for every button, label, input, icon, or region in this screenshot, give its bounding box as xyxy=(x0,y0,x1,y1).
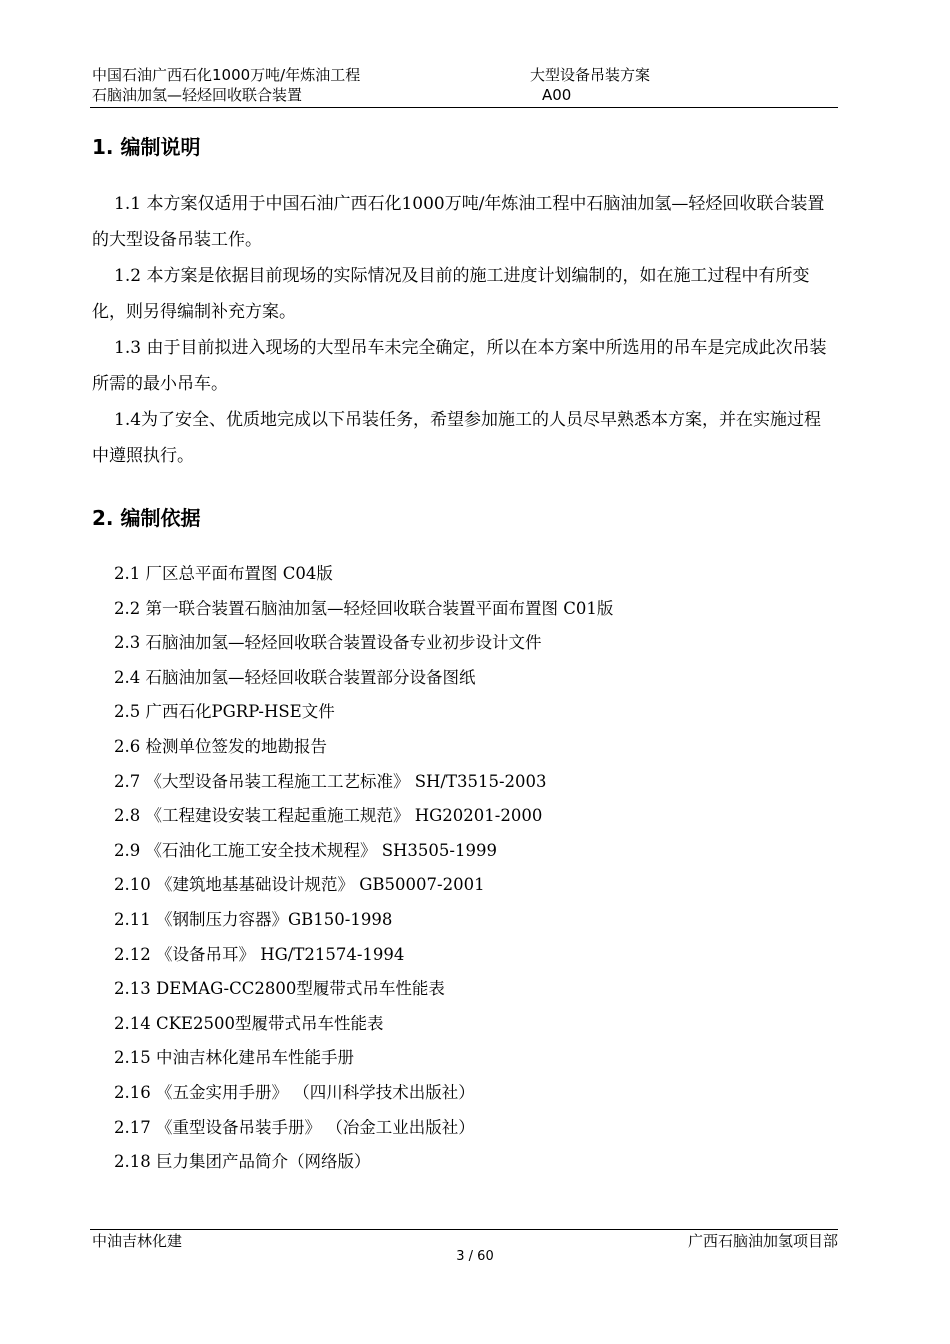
list-item: 2.14 CKE2500型履带式吊车性能表 xyxy=(114,1013,384,1033)
header-divider xyxy=(90,107,838,108)
list-item: 2.7 《大型设备吊装工程施工工艺标准》 SH/T3515-2003 xyxy=(114,771,547,791)
list-item: 2.1 厂区总平面布置图 C04版 xyxy=(114,564,333,583)
header-revision: A00 xyxy=(542,86,572,104)
list-item: 2.12 《设备吊耳》 HG/T21574-1994 xyxy=(114,944,405,964)
page-header xyxy=(92,66,838,85)
section-1-paragraph-4: 1.4为了安全、优质地完成以下吊装任务，希望参加施工的人员尽早熟悉本方案，并在实施过程中遵照执行。 xyxy=(92,410,822,466)
header-doc-title: 大型设备吊装方案 xyxy=(530,66,651,84)
section-1-heading: 1. 编制说明 xyxy=(92,135,201,159)
list-item: 2.6 检测单位签发的地勘报告 xyxy=(114,736,327,756)
section-1-paragraph-3: 1.3 由于目前拟进入现场的大型吊车未完全确定，所以在本方案中所选用的吊车是完成此次吊装所需的最小吊车。 xyxy=(92,338,827,394)
list-item: 2.2 第一联合装置石脑油加氢—轻烃回收联合装置平面布置图 C01版 xyxy=(114,598,614,618)
list-item: 2.10 《建筑地基基础设计规范》 GB50007-2001 xyxy=(114,875,485,895)
reference-list xyxy=(92,560,838,1183)
section-1-paragraph-2: 1.2 本方案是依据目前现场的实际情况及目前的施工进度计划编制的，如在施工过程中有所变化，则另得编制补充方案。 xyxy=(92,266,810,322)
section-2-heading: 2. 编制依据 xyxy=(92,506,201,530)
list-item: 2.9 《石油化工施工安全技术规程》 SH3505-1999 xyxy=(114,840,497,860)
list-item: 2.3 石脑油加氢—轻烃回收联合装置设备专业初步设计文件 xyxy=(114,633,542,653)
list-item: 2.5 广西石化PGRP-HSE文件 xyxy=(114,702,335,722)
footer-company: 中油吉林化建 xyxy=(92,1232,183,1250)
header-project-line: 中国石油广西石化1000万吨/年炼油工程 xyxy=(92,66,361,84)
list-item: 2.18 巨力集团产品简介（网络版） xyxy=(114,1152,371,1172)
list-item: 2.13 DEMAG-CC2800型履带式吊车性能表 xyxy=(114,979,445,999)
list-item: 2.8 《工程建设安装工程起重施工规范》 HG20201-2000 xyxy=(114,806,543,826)
page-header-line2 xyxy=(92,86,838,105)
header-unit-line: 石脑油加氢—轻烃回收联合装置 xyxy=(92,86,303,104)
list-item: 2.4 石脑油加氢—轻烃回收联合装置部分设备图纸 xyxy=(114,667,476,687)
section-1-paragraph-1: 1.1 本方案仅适用于中国石油广西石化1000万吨/年炼油工程中石脑油加氢—轻烃回收联合装置的大型设备吊装工作。 xyxy=(92,194,825,250)
list-item: 2.17 《重型设备吊装手册》 （冶金工业出版社） xyxy=(114,1117,475,1137)
footer-department: 广西石脑油加氢项目部 xyxy=(687,1232,838,1250)
page-number: 3 / 60 xyxy=(456,1249,494,1264)
list-item: 2.11 《钢制压力容器》GB150-1998 xyxy=(114,909,393,929)
list-item: 2.16 《五金实用手册》 （四川科学技术出版社） xyxy=(114,1082,475,1102)
list-item: 2.15 中油吉林化建吊车性能手册 xyxy=(114,1048,354,1068)
